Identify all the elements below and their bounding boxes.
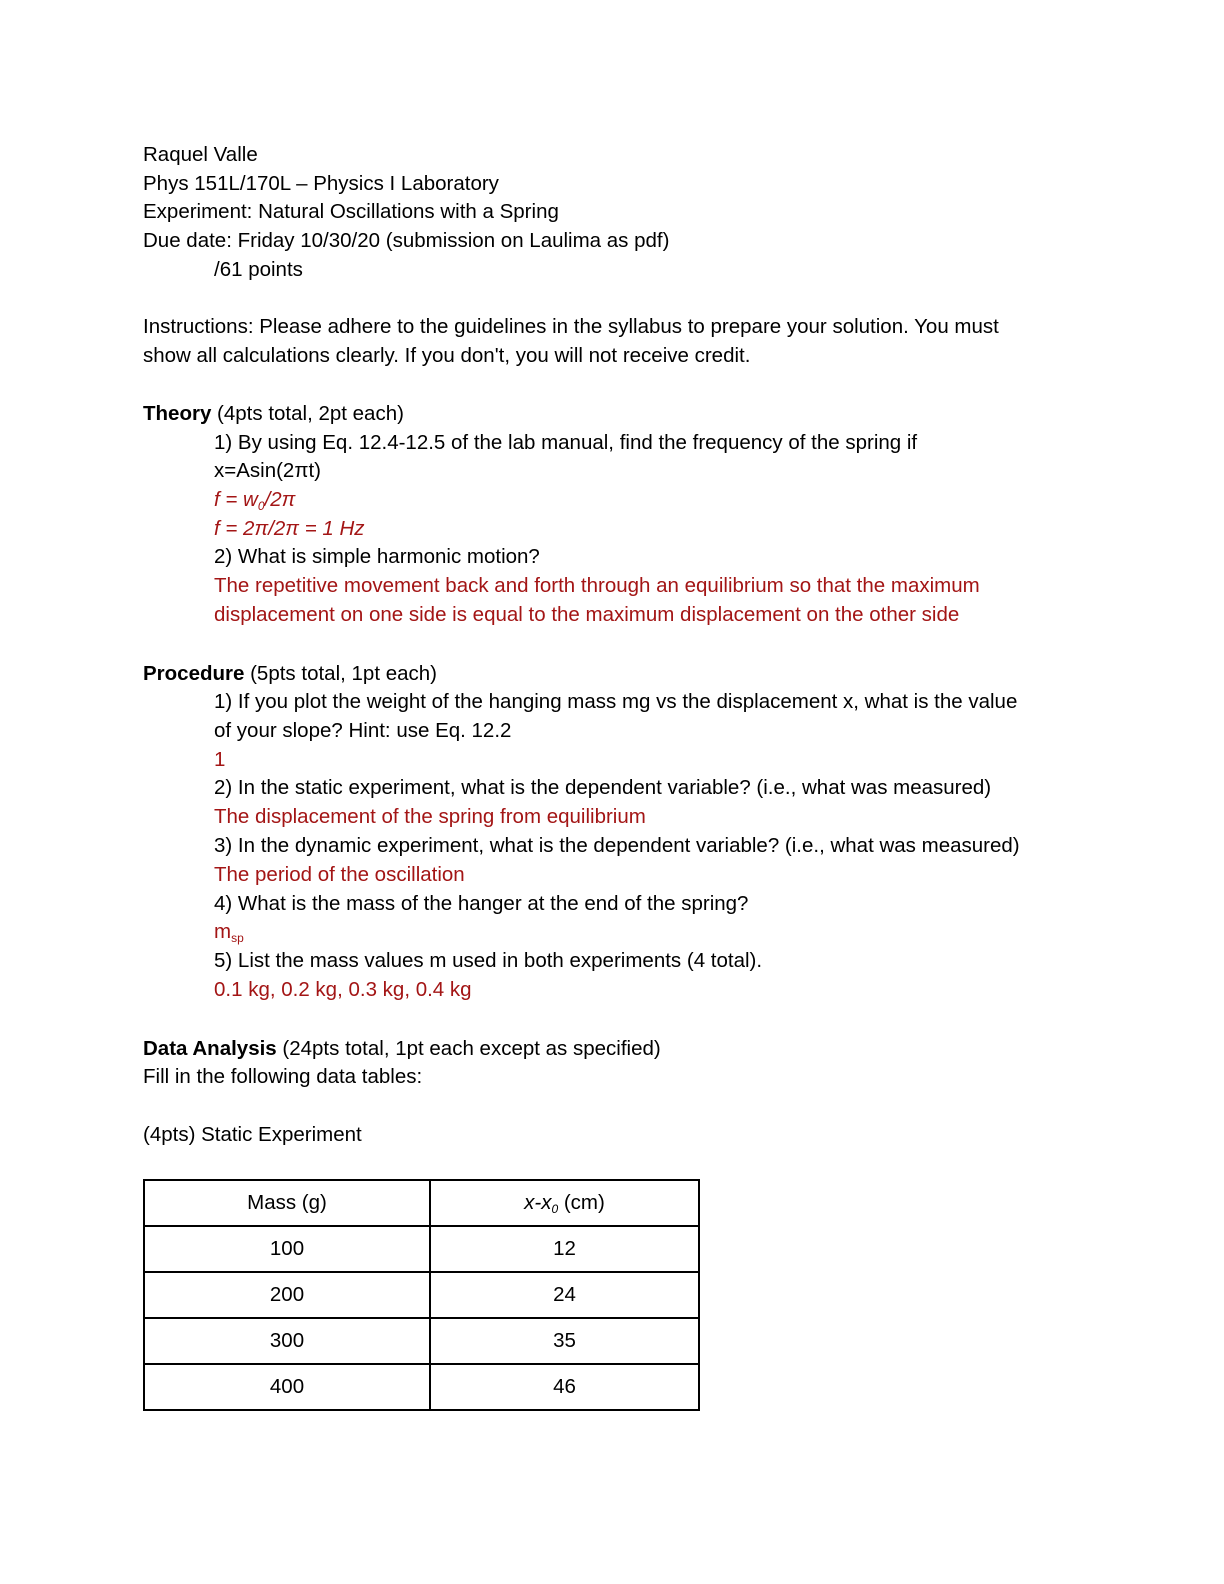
theory-a2-line-1: The repetitive movement back and forth through an equilibrium so that the maximum (214, 574, 980, 597)
table-row (144, 1318, 699, 1364)
table-row (144, 1272, 699, 1318)
procedure-q2: 2) In the static experiment, what is the dependent variable? (i.e., what was measured) (214, 776, 992, 799)
total-points: /61 points (214, 258, 303, 281)
procedure-q4: 4) What is the mass of the hanger at the end of the spring? (214, 892, 749, 915)
procedure-a3: The period of the oscillation (214, 863, 465, 886)
answer-text: m (214, 920, 232, 943)
procedure-points: (5pts total, 1pt each) (244, 662, 437, 685)
due-date: Due date: Friday 10/30/20 (submission on Laulima as pdf) (143, 229, 670, 252)
subscript: 0 (551, 1202, 559, 1216)
procedure-title: Procedure (143, 662, 245, 685)
table-row (144, 1226, 699, 1272)
cell-displacement: 46 (430, 1364, 699, 1410)
static-experiment-table (143, 1179, 700, 1411)
theory-title: Theory (143, 402, 212, 425)
student-name: Raquel Valle (143, 143, 258, 166)
theory-a1-line-1 (214, 485, 295, 514)
data-analysis-heading (143, 1034, 661, 1063)
cell-displacement: 12 (430, 1226, 699, 1272)
data-analysis-subtitle: Fill in the following data tables: (143, 1065, 423, 1088)
procedure-q1-line-2: of your slope? Hint: use Eq. 12.2 (214, 719, 512, 742)
data-analysis-points: (24pts total, 1pt each except as specified) (276, 1037, 661, 1060)
experiment-title: Experiment: Natural Oscillations with a Spring (143, 200, 559, 223)
cell-displacement: 35 (430, 1318, 699, 1364)
procedure-heading (143, 659, 437, 688)
subscript: sp (231, 931, 244, 945)
theory-a1-line-2: f = 2π/2π = 1 Hz (214, 517, 365, 540)
answer-text: f = w (214, 488, 258, 511)
theory-a2-line-2: displacement on one side is equal to the maximum displacement on the other side (214, 603, 960, 626)
header-displacement (430, 1180, 699, 1226)
procedure-a5: 0.1 kg, 0.2 kg, 0.3 kg, 0.4 kg (214, 978, 472, 1001)
cell-mass: 100 (144, 1226, 430, 1272)
theory-q2: 2) What is simple harmonic motion? (214, 545, 540, 568)
cell-mass: 400 (144, 1364, 430, 1410)
header-mass: Mass (g) (144, 1180, 430, 1226)
procedure-q5: 5) List the mass values m used in both experiments (4 total). (214, 949, 763, 972)
course-title: Phys 151L/170L – Physics I Laboratory (143, 172, 499, 195)
cell-mass: 200 (144, 1272, 430, 1318)
instructions-line-1: Instructions: Please adhere to the guidelines in the syllabus to prepare your solution. You must (143, 315, 999, 338)
procedure-a1: 1 (214, 748, 226, 771)
procedure-a2: The displacement of the spring from equilibrium (214, 805, 646, 828)
cell-mass: 300 (144, 1318, 430, 1364)
instructions-line-2: show all calculations clearly. If you don't, you will not receive credit. (143, 344, 751, 367)
theory-q1-line-2: x=Asin(2πt) (214, 459, 321, 482)
table-row (144, 1364, 699, 1410)
procedure-q1-line-1: 1) If you plot the weight of the hanging mass mg vs the displacement x, what is the value (214, 690, 1018, 713)
theory-q1-line-1: 1) By using Eq. 12.4-12.5 of the lab manual, find the frequency of the spring if (214, 431, 918, 454)
procedure-a4 (214, 917, 244, 946)
static-experiment-label: (4pts) Static Experiment (143, 1123, 362, 1146)
table-header-row (144, 1180, 699, 1226)
subscript: 0 (257, 499, 265, 513)
cell-displacement: 24 (430, 1272, 699, 1318)
header-text: x-x (524, 1191, 552, 1214)
data-analysis-title: Data Analysis (143, 1037, 277, 1060)
theory-points: (4pts total, 2pt each) (211, 402, 404, 425)
procedure-q3: 3) In the dynamic experiment, what is the dependent variable? (i.e., what was measured) (214, 834, 1020, 857)
header-unit: (cm) (558, 1191, 605, 1214)
theory-heading (143, 399, 404, 428)
answer-text: /2π (264, 488, 296, 511)
